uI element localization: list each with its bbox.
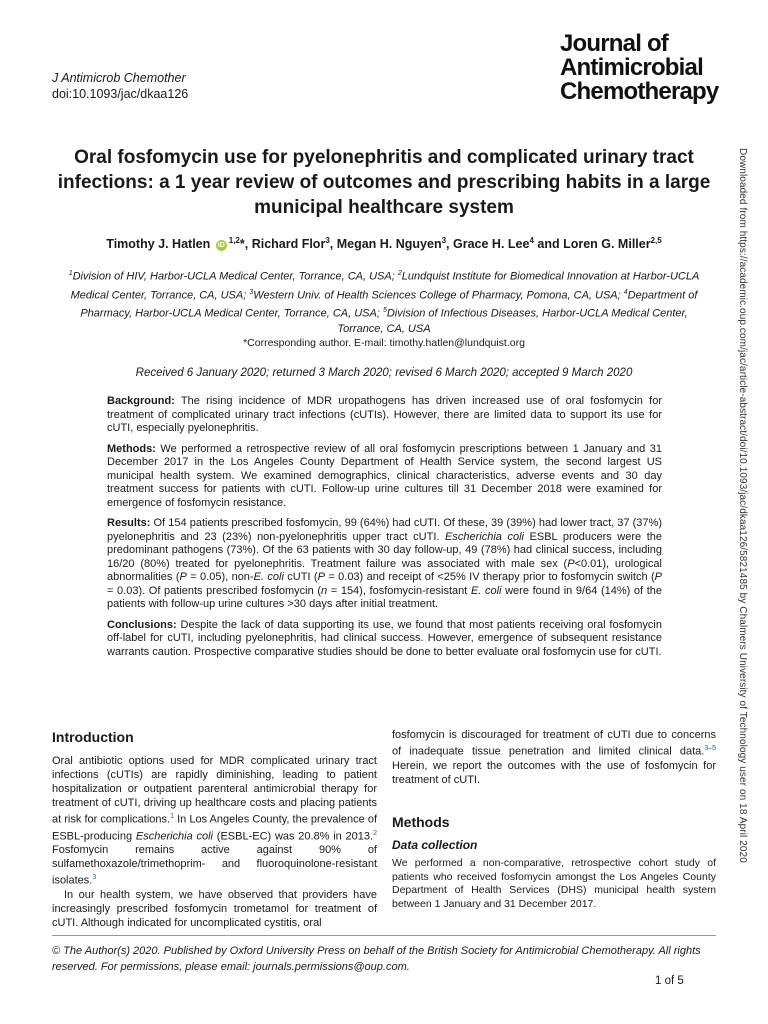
author-superscript: 1,2 [228,236,240,245]
reference-link: 2 [373,829,377,837]
affiliation-superscript: 3 [249,288,254,296]
corresponding-author: *Corresponding author. E-mail: timothy.hatlen@lundquist.org [243,337,525,349]
results-segment: Of 154 patients prescribed fosfomycin, 99 (64%) had cUTI. Of these, 39 (39%) had lower tract, 37 (37%) pyelonephritis and 23 (23%) non-pyelonephritis upper tract cUTI. [107,517,662,543]
orcid-icon: iD [217,242,225,250]
doi: doi:10.1093/jac/dkaa126 [52,87,189,101]
author-name: Grace H. Lee [453,237,530,252]
author-superscript: 3 [325,236,330,245]
author-list [40,236,728,251]
methods-text: We performed a retrospective review of all oral fosfomycin prescriptions between 1 January and 31 December 2017 in the Los Angeles County Department of Health Service system, the second largest US municipal health system. We examined demographics, clinical characteristics, adverse events and 30 day treatment success for patients with cUTI. Follow-up urine cultures till 31 December 2018 were examined for emergence of fosfomycin resistance. [107,442,662,509]
affiliation-superscript: 5 [382,307,387,315]
intro-paragraph-1 [52,754,377,888]
journal-logo [560,32,718,104]
affiliation-text: Division of Infectious Diseases, Harbor-UCLA Medical Center, Torrance, CA, USA [337,307,688,335]
page-number: 1 of 5 [655,975,684,987]
introduction-heading: Introduction [52,729,134,745]
results-segment: cUTI ( [283,571,318,583]
affiliation-text: Division of HIV, Harbor-UCLA Medical Center, Torrance, CA, USA; [72,270,398,283]
author-separator: and [533,237,564,252]
results-segment: <0.01), urological abnormalities ( [107,557,662,583]
footer-divider [52,935,716,936]
italic-term: P [654,571,662,583]
abstract-conclusions [107,619,662,660]
results-segment: = 154), fosfomycin-resistant [327,584,471,597]
reference-link: 3 [92,874,97,882]
author-separator: , [329,237,337,252]
conclusions-text: Despite the lack of data supporting its use, we found that most patients receiving oral fosfomycin off-label for cUTI, including pyelonephritis, had clinical success. However, emergence of subsequent resistance warrants caution. Prospective comparative studies should be done to better evaluate oral fosfomycin use for cUTI. [107,618,662,658]
affiliations [60,266,708,337]
italic-term: Escherichia coli [135,830,214,843]
italic-term: P [317,571,325,583]
results-text [107,517,662,610]
italic-term: P [179,571,187,583]
text-segment: fosfomycin is discouraged for treatment of cUTI due to concerns of inadequate tissue penetration and limited clinical data. [392,729,716,758]
column-right [392,728,716,787]
affiliation-superscript: 2 [397,270,402,277]
text-segment: Oral antibiotic options used for MDR complicated urinary tract infections (cUTIs) are rapidly diminishing, leading to patient hospitalization or outpatient parenteral antimicrobial therapy for treatment of cUTI, driving up healthcare costs and placing patients at risk for complications. [52,755,377,826]
data-collection-heading: Data collection [392,838,478,852]
author-separator: *, [239,237,252,252]
italic-term: P [567,557,575,570]
received-dates: Received 6 January 2020; returned 3 March 2020; revised 6 March 2020; accepted 9 March 2020 [135,367,633,379]
abstract-results [107,517,662,612]
text-segment: Fosfomycin remains active against 90% of sulfamethoxazole/trimethoprim- and fluoroquinolone-resistant isolates. [52,844,377,887]
text-segment: (ESBL-EC) was 20.8% in 2013. [213,830,374,843]
affiliation-text: Lundquist Institute for Biomedical Innovation at Harbor-UCLA Medical Center, Torrance, CA, USA; [70,270,700,302]
abstract [107,395,662,666]
results-label: Results: [107,517,151,529]
affiliation-text: Western Univ. of Health Sciences College of Pharmacy, Pomona, CA, USA; [253,289,624,302]
reference-link: 3–5 [704,745,716,752]
author-name: Timothy J. Hatlen [106,237,211,252]
italic-term: n [321,584,328,597]
journal-meta [52,70,188,102]
author-superscript: 3 [441,236,447,245]
author-superscript: 4 [529,236,534,245]
author-separator: , [446,237,453,252]
affiliation-text: Department of Pharmacy, Harbor-UCLA Medical Center, Torrance, CA, USA; [80,289,698,320]
results-segment: ESBL producers were the predominant pathogens (73%). Of the 63 patients with 30 day follow-up, 49 (78%) had clinical success, including 16/20 (80%) treated for pyelonephritis. Treatment failure was associated with male sex ( [107,530,663,570]
copyright-notice: © The Author(s) 2020. Published by Oxford University Press on behalf of the British Society for Antimicrobial Chemotherapy. All rights reserved. For permissions, please email: journals.permissions@oup.com. [52,945,701,973]
results-segment: = 0.03). Of patients prescribed fosfomycin ( [107,584,322,597]
column-left [52,754,377,930]
download-sidebar [734,148,748,878]
logo-line-1: Journal of [560,30,669,57]
text-segment: Herein, we report the outcomes with the use of fosfomycin for treatment of cUTI. [392,759,716,786]
logo-line-2: Antimicrobial [560,54,703,81]
download-note: Downloaded from https://academic.oup.com/jac/article-abstract/doi/10.1093/jac/dkaa126/5821485 by Chalmers University of Technology user on 18 April 2020 [737,148,748,863]
intro-paragraph-2: In our health system, we have observed that providers have increasingly prescribed fosfomycin trometamol for treatment of cUTI. Although indicated for uncomplicated cystitis, oral [52,888,377,929]
reference-link: 1 [170,813,174,820]
affiliation-superscript: 1 [68,270,73,277]
italic-term: E. coli [253,571,284,583]
italic-term: E. coli [470,584,502,597]
methods-heading: Methods [392,814,450,830]
article-title: Oral fosfomycin use for pyelonephritis and complicated urinary tract infections: a 1 year review of outcomes and prescribing habits in a large municipal healthcare system [57,147,711,218]
methods-paragraph-1: We performed a non-comparative, retrospective cohort study of patients who received fosfomycin amongst the Los Angeles County Department of Health Services (DHS) municipal health system between 1 January and 31 December 2017. [392,857,716,910]
author-superscript: 2,5 [650,236,662,245]
italic-term: Escherichia coli [445,530,524,543]
abstract-methods [107,443,662,511]
text-segment: In Los Angeles County, the prevalence of ESBL-producing [52,813,377,843]
conclusions-label: Conclusions: [107,618,177,631]
author-name: Loren G. Miller [563,237,651,252]
results-segment: = 0.03) and receipt of <25% IV therapy prior to fosfomycin switch ( [324,571,655,583]
background-label: Background: [107,395,175,407]
results-segment: = 0.05), non- [186,571,254,583]
author-name: Richard Flor [251,237,326,252]
methods-label: Methods: [107,442,156,455]
results-segment: were found in 9/64 (14%) of the patients with follow-up urine cultures >30 days after initial treatment. [107,584,662,610]
author-name: Megan H. Nguyen [336,237,442,252]
affiliation-superscript: 4 [623,288,628,296]
logo-line-3: Chemotherapy [560,78,719,105]
journal-abbrev: J Antimicrob Chemother [52,71,186,85]
intro-paragraph-3 [392,728,716,787]
background-text: The rising incidence of MDR uropathogens has driven increased use of oral fosfomycin for treatment of complicated urinary tract infections (cUTIs). However, there are limited data to support its use for cUTI, especially pyelonephritis. [107,395,662,434]
abstract-background [107,395,662,436]
